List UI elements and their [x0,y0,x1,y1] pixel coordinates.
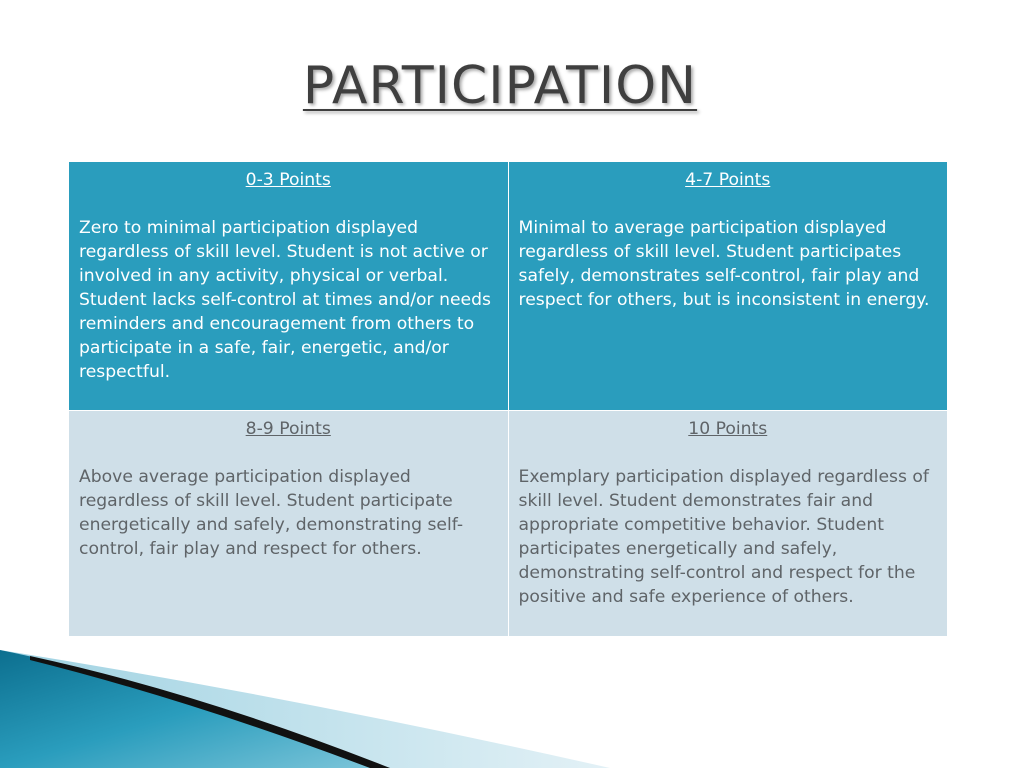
rubric-heading: 10 Points [688,419,768,440]
rubric-heading: 0-3 Points [245,170,331,190]
rubric-row [69,411,948,637]
rubric-description: Above average participation displayed regardless of skill level. Student participate energetically and safely, demonstrating self-control, fair play and respect for others. [79,467,464,560]
decorative-swoosh [0,638,1024,768]
rubric-cell-0-3 [69,162,509,411]
rubric-heading: 8-9 Points [245,419,331,440]
rubric-description: Zero to minimal participation displayed regardless of skill level. Student is not active or involved in any activity, physical or verbal. Student lacks self-control at times and/or needs reminders and encouragement from others to participate in a safe, fair, energetic, and/or respectful. [79,218,491,382]
rubric-cell-10 [508,411,948,637]
participation-rubric-table [68,161,948,637]
rubric-heading: 4-7 Points [685,170,771,190]
rubric-cell-8-9 [69,411,509,637]
slide-title: PARTICIPATION [302,56,698,116]
rubric-cell-4-7 [508,162,948,411]
rubric-description: Minimal to average participation displayed regardless of skill level. Student participates safely, demonstrates self-control, fair play and respect for others, but is inconsistent in energy. [518,218,930,310]
rubric-row [69,162,948,411]
rubric-description: Exemplary participation displayed regardless of skill level. Student demonstrates fair and appropriate competitive behavior. Student participates energetically and safely, demonstrating self-control and respect for the positive and safe experience of others. [518,467,929,608]
